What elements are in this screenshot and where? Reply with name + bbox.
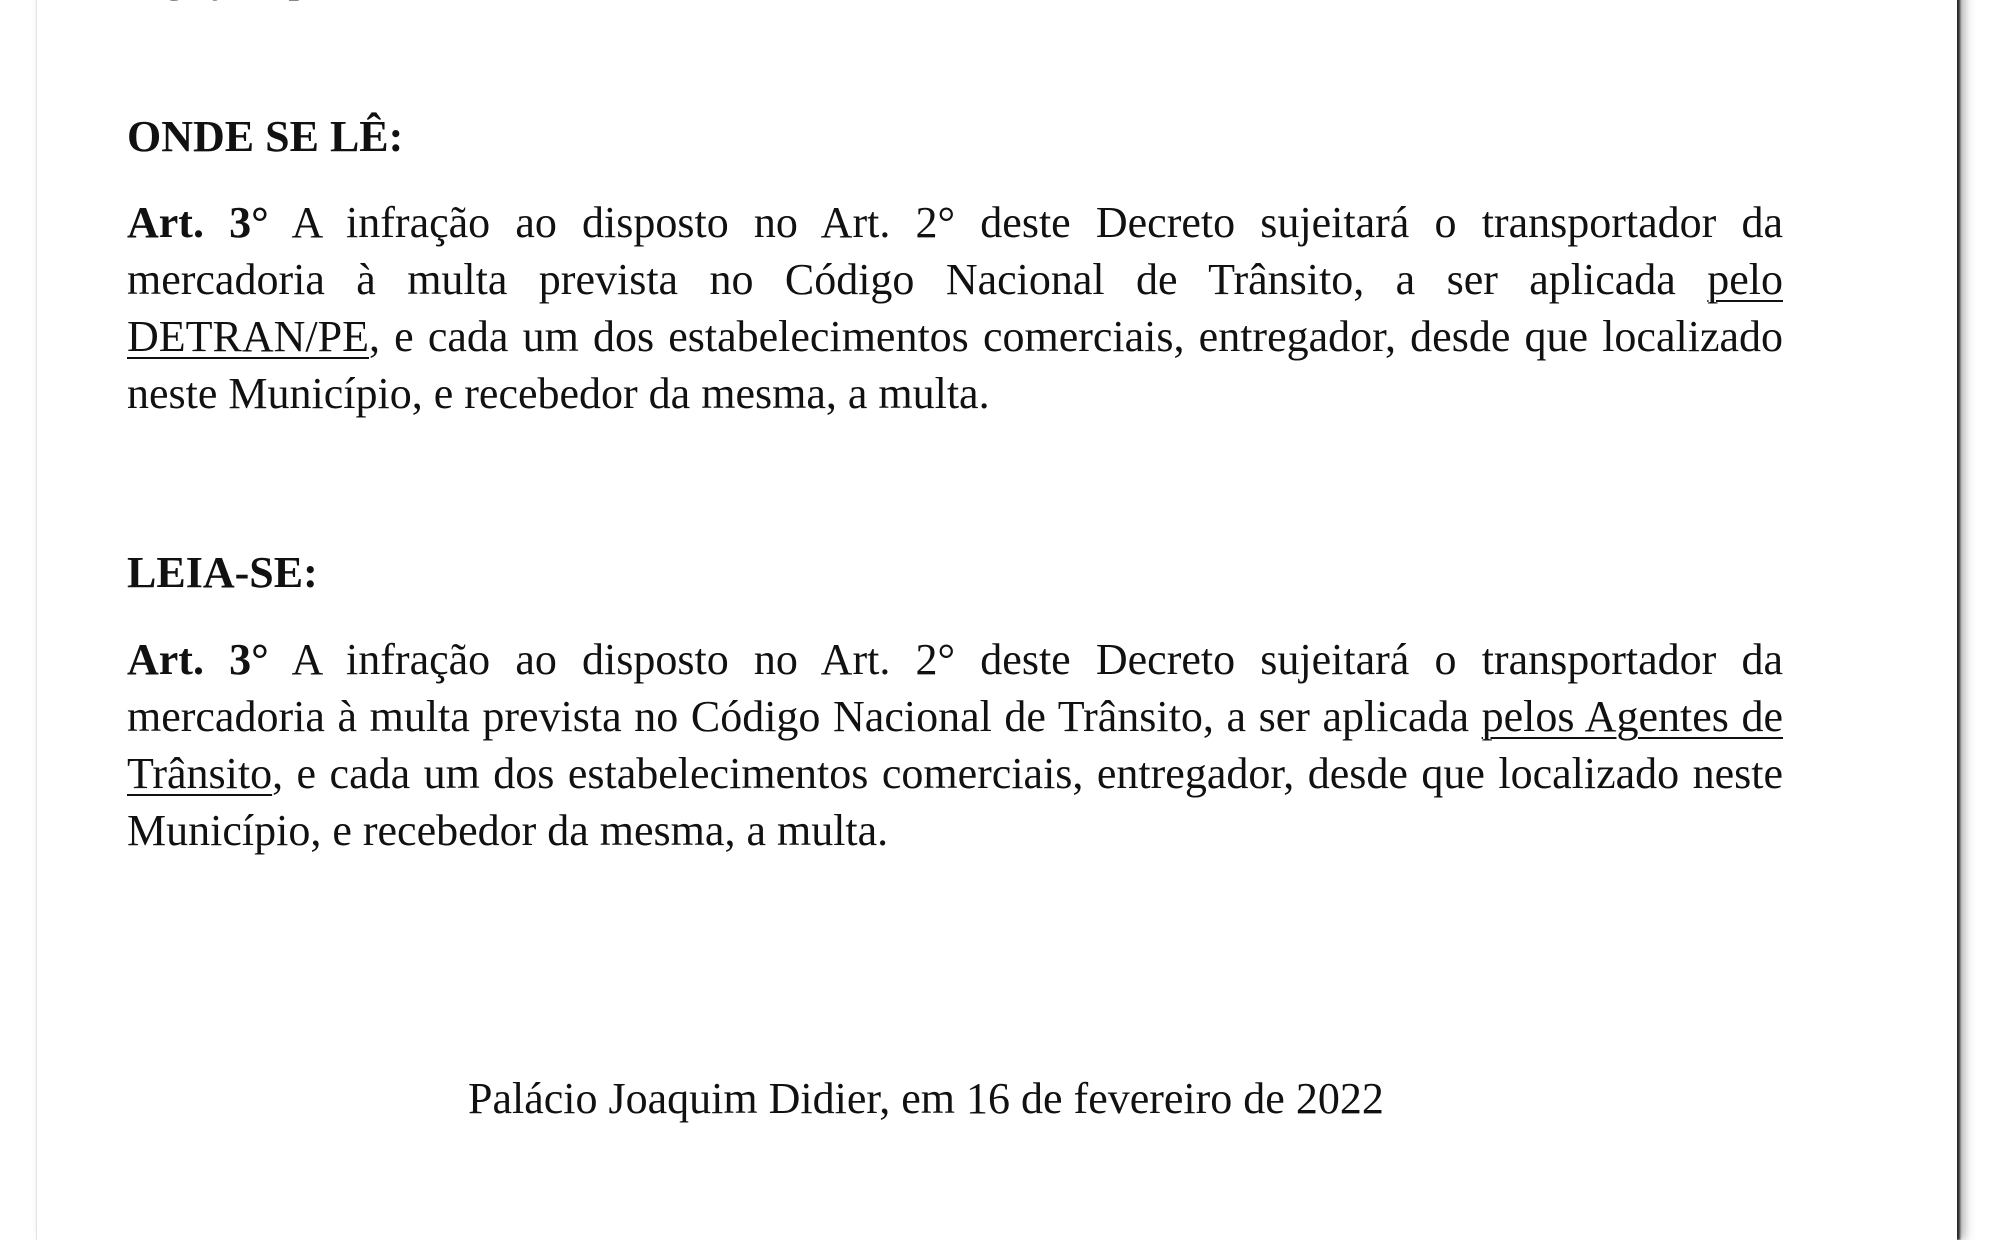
underlined-text: pelos Agentes de Trânsito	[127, 692, 1783, 798]
paragraph-text-before: A infração ao disposto no Art. 2° deste Decreto sujeitará o transportador da mercadoria à multa prevista no Código Nacional de Trânsito, a ser aplicada	[127, 198, 1783, 304]
heading-onde-se-le: ONDE SE LÊ:	[127, 112, 404, 161]
heading-leia-se: LEIA-SE:	[127, 548, 318, 597]
paragraph-text-before: A infração ao disposto no Art. 2° deste Decreto sujeitará o transportador da mercadoria à multa prevista no Código Nacional de Trânsito, a ser aplicada	[127, 635, 1783, 741]
article-label: Art. 3°	[127, 198, 269, 247]
paragraph-onde-se-le	[127, 194, 1783, 422]
article-label: Art. 3°	[127, 635, 269, 684]
signature-line: Palácio Joaquim Didier, em 16 de fevereiro de 2022	[468, 1074, 1384, 1123]
paragraph-leia-se	[127, 631, 1783, 859]
document-page	[36, 0, 1957, 1240]
paragraph-text-after: , e cada um dos estabelecimentos comerciais, entregador, desde que localizado neste Município, e recebedor da mesma, a multa.	[127, 749, 1783, 855]
paragraph-text-after: , e cada um dos estabelecimentos comerciais, entregador, desde que localizado neste Município, e recebedor da mesma, a multa.	[127, 312, 1783, 418]
clipped-previous-text	[127, 0, 310, 5]
underlined-text: pelo DETRAN/PE	[127, 255, 1783, 361]
